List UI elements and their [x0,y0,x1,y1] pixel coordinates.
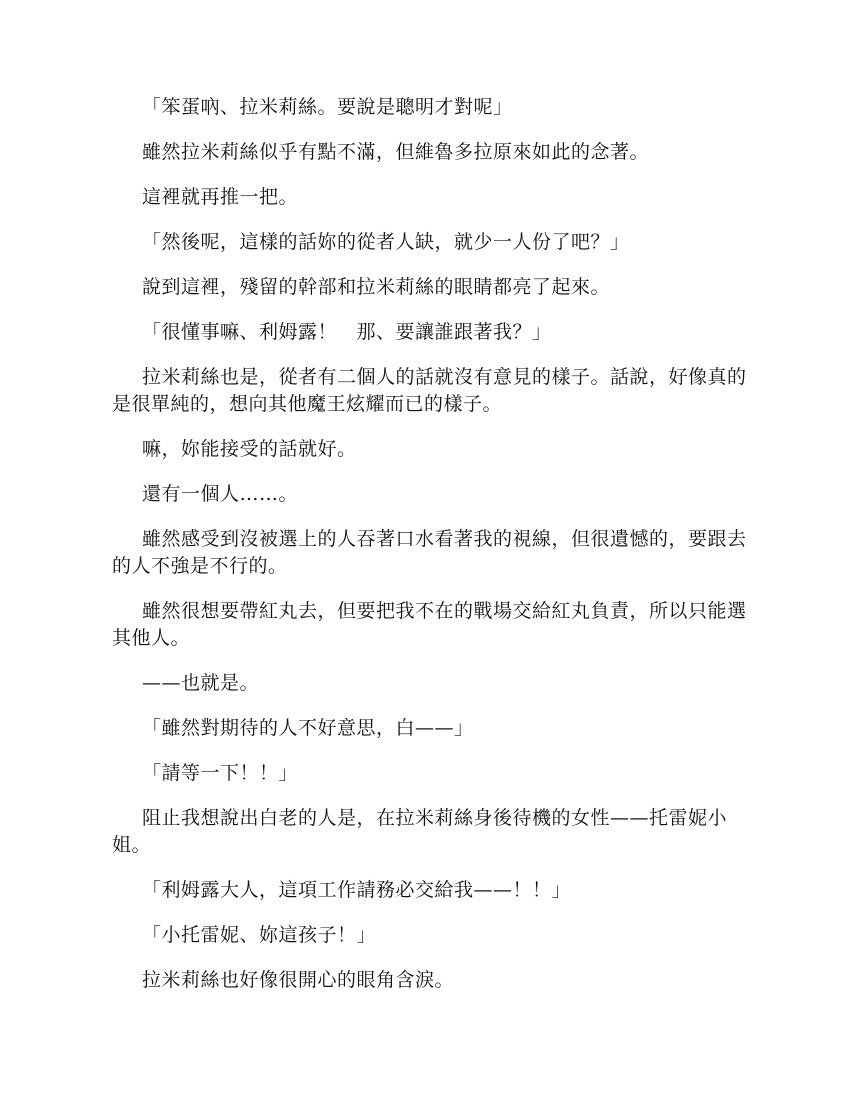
paragraph: ——也就是。 [142,672,260,694]
paragraph: 「小托雷妮、妳這孩子！」 [142,924,377,946]
paragraph: 「請等一下！！」 [142,762,299,784]
paragraph: 雖然很想要帶紅丸去，但要把我不在的戰場交給紅丸負責，所以只能選其他人。 [112,600,747,649]
document-text-body [112,94,752,1012]
paragraph: 嘛，妳能接受的話就好。 [142,438,357,460]
paragraph: 拉米莉絲也是，從者有二個人的話就沒有意見的樣子。話說，好像真的是很單純的，想向其他魔王炫耀而已的樣子。 [112,366,747,415]
paragraph: 雖然感受到沒被選上的人吞著口水看著我的視線，但很遺憾的，要跟去的人不強是不行的。 [112,528,747,577]
paragraph: 「利姆露大人，這項工作請務必交給我——！！」 [142,879,572,901]
paragraph: 「雖然對期待的人不好意思，白——」 [142,717,474,739]
paragraph: 「很懂事嘛、利姆露！ 那、要讓誰跟著我？」 [142,321,552,343]
paragraph: 還有一個人……。 [142,483,299,505]
paragraph: 說到這裡，殘留的幹部和拉米莉絲的眼睛都亮了起來。 [142,276,611,298]
paragraph: 「笨蛋吶、拉米莉絲。要說是聰明才對呢」 [142,96,513,118]
paragraph: 阻止我想說出白老的人是，在拉米莉絲身後待機的女性——托雷妮小姐。 [112,807,728,856]
paragraph: 雖然拉米莉絲似乎有點不滿，但維魯多拉原來如此的念著。 [142,141,650,163]
paragraph: 拉米莉絲也好像很開心的眼角含淚。 [142,969,455,991]
paragraph: 「然後呢，這樣的話妳的從者人缺，就少一人份了吧？」 [142,231,630,253]
paragraph: 這裡就再推一把。 [142,186,299,208]
